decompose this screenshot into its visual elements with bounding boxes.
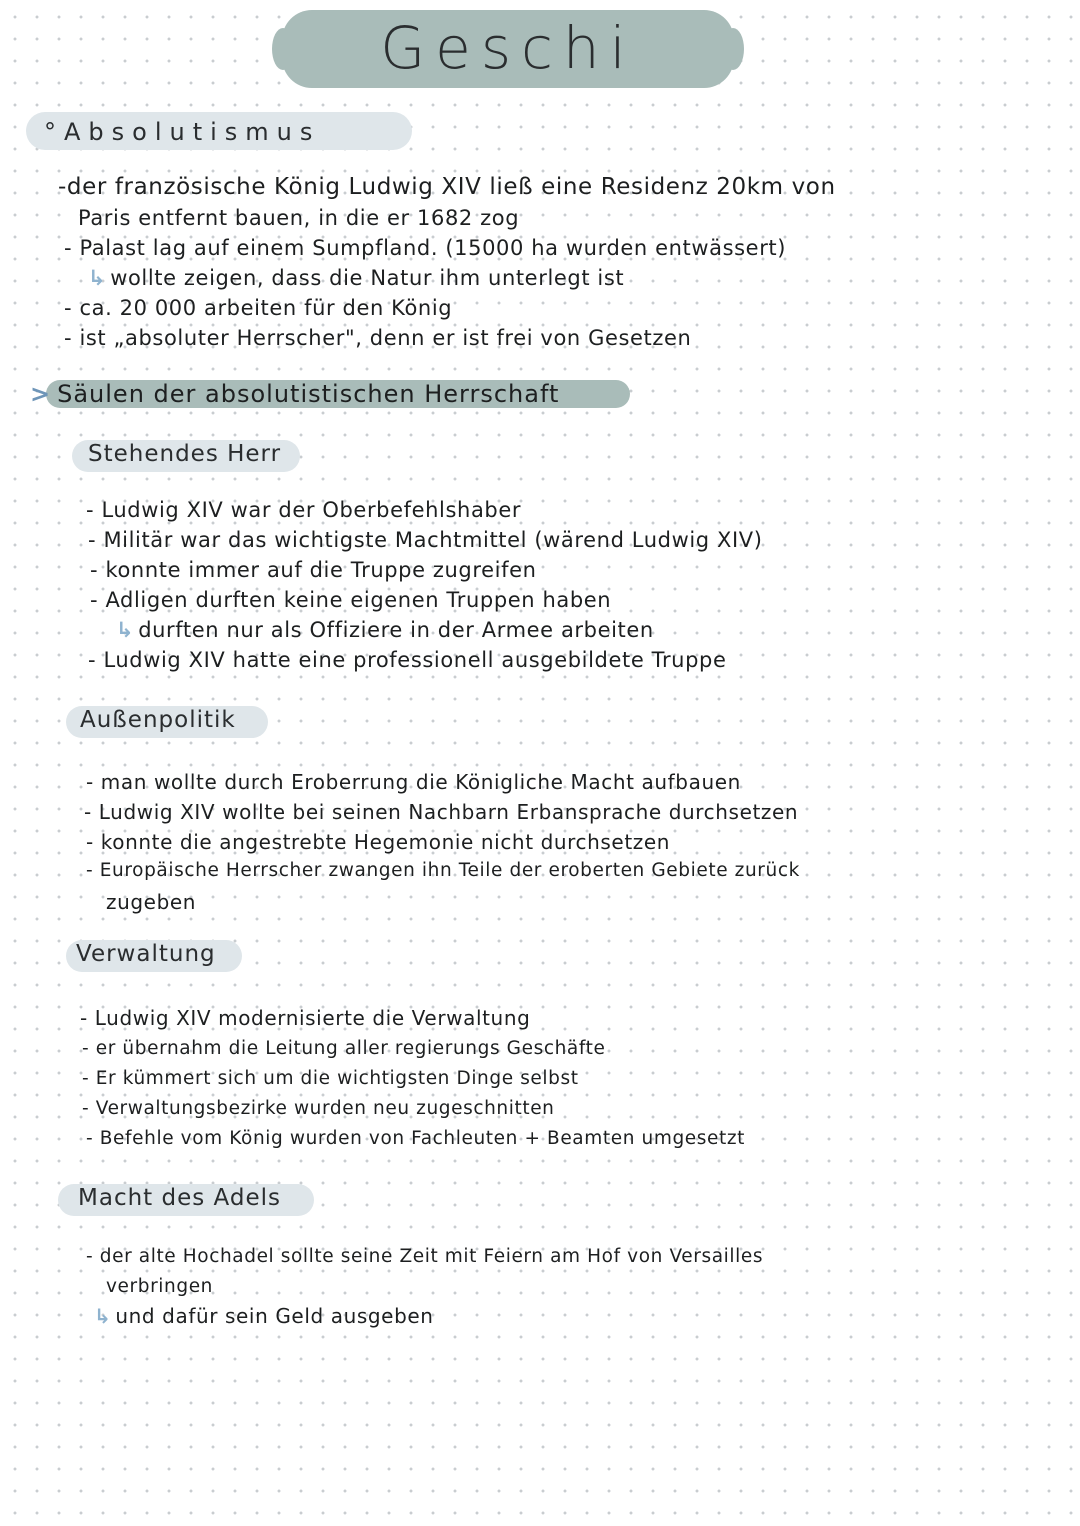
admin-line-1: - Ludwig XIV modernisierte die Verwaltung bbox=[80, 1006, 531, 1030]
nobility-heading: Macht des Adels bbox=[78, 1185, 281, 1211]
main-heading-label: Absolutismus bbox=[64, 118, 321, 146]
intro-line-6: - ist „absoluter Herrscher", denn er ist frei von Gesetzen bbox=[64, 326, 692, 350]
sub-arrow-icon: ↳ bbox=[94, 1304, 112, 1328]
nobility-line-1: - der alte Hochadel sollte seine Zeit mit Feiern am Hof von Versailles bbox=[86, 1246, 764, 1267]
chevron-right-icon: > bbox=[30, 380, 52, 408]
foreign-heading: Außenpolitik bbox=[80, 707, 236, 733]
army-line-5 bbox=[116, 618, 654, 642]
nobility-line-3-text: und dafür sein Geld ausgeben bbox=[115, 1304, 434, 1328]
heading-bullet: ° bbox=[44, 118, 64, 146]
main-heading-pill bbox=[26, 112, 412, 150]
admin-line-3: - Er kümmert sich um die wichtigsten Dinge selbst bbox=[82, 1068, 579, 1089]
foreign-line-5: zugeben bbox=[106, 890, 197, 914]
foreign-line-1: - man wollte durch Eroberrung die Königliche Macht aufbauen bbox=[86, 770, 741, 794]
nobility-line-3 bbox=[94, 1304, 434, 1328]
intro-line-5: - ca. 20 000 arbeiten für den König bbox=[64, 296, 453, 320]
army-line-1: - Ludwig XIV war der Oberbefehlshaber bbox=[86, 498, 522, 522]
intro-line-2: Paris entfernt bauen, in die er 1682 zog bbox=[78, 206, 520, 230]
admin-heading: Verwaltung bbox=[76, 941, 216, 967]
army-line-2: - Militär war das wichtigste Machtmittel (wärend Ludwig XIV) bbox=[88, 528, 763, 552]
sub-arrow-icon: ↳ bbox=[116, 618, 135, 642]
pillars-heading-label: Säulen der absolutistischen Herrschaft bbox=[57, 380, 560, 408]
intro-line-4-text: wollte zeigen, dass die Natur ihm unterlegt ist bbox=[110, 266, 625, 290]
intro-line-4 bbox=[88, 266, 624, 290]
foreign-line-3: - konnte die angestrebte Hegemonie nicht durchsetzen bbox=[86, 830, 671, 854]
army-line-5-text: durften nur als Offiziere in der Armee arbeiten bbox=[138, 618, 654, 642]
page-title: Geschi bbox=[380, 14, 636, 82]
main-heading bbox=[44, 118, 320, 146]
army-line-3: - konnte immer auf die Truppe zugreifen bbox=[90, 558, 537, 582]
title-banner bbox=[282, 10, 734, 88]
pillars-heading bbox=[30, 380, 559, 408]
admin-line-4: - Verwaltungsbezirke wurden neu zugeschnitten bbox=[82, 1098, 555, 1119]
nobility-line-2: verbringen bbox=[106, 1276, 214, 1297]
foreign-line-2: - Ludwig XIV wollte bei seinen Nachbarn Erbansprache durchsetzen bbox=[84, 800, 799, 824]
admin-line-5: - Befehle vom König wurden von Fachleuten + Beamten umgesetzt bbox=[86, 1128, 746, 1149]
foreign-line-4: - Europäische Herrscher zwangen ihn Teile der eroberten Gebiete zurück bbox=[86, 860, 800, 881]
army-line-4: - Adligen durften keine eigenen Truppen haben bbox=[90, 588, 612, 612]
army-heading: Stehendes Herr bbox=[88, 441, 282, 467]
intro-line-3: - Palast lag auf einem Sumpfland. (15000 ha wurden entwässert) bbox=[64, 236, 787, 260]
sub-arrow-icon: ↳ bbox=[88, 266, 107, 290]
army-line-6: - Ludwig XIV hatte eine professionell ausgebildete Truppe bbox=[88, 648, 727, 672]
intro-line-1: -der französische König Ludwig XIV ließ eine Residenz 20km von bbox=[58, 174, 836, 200]
admin-line-2: - er übernahm die Leitung aller regierungs Geschäfte bbox=[82, 1038, 606, 1059]
